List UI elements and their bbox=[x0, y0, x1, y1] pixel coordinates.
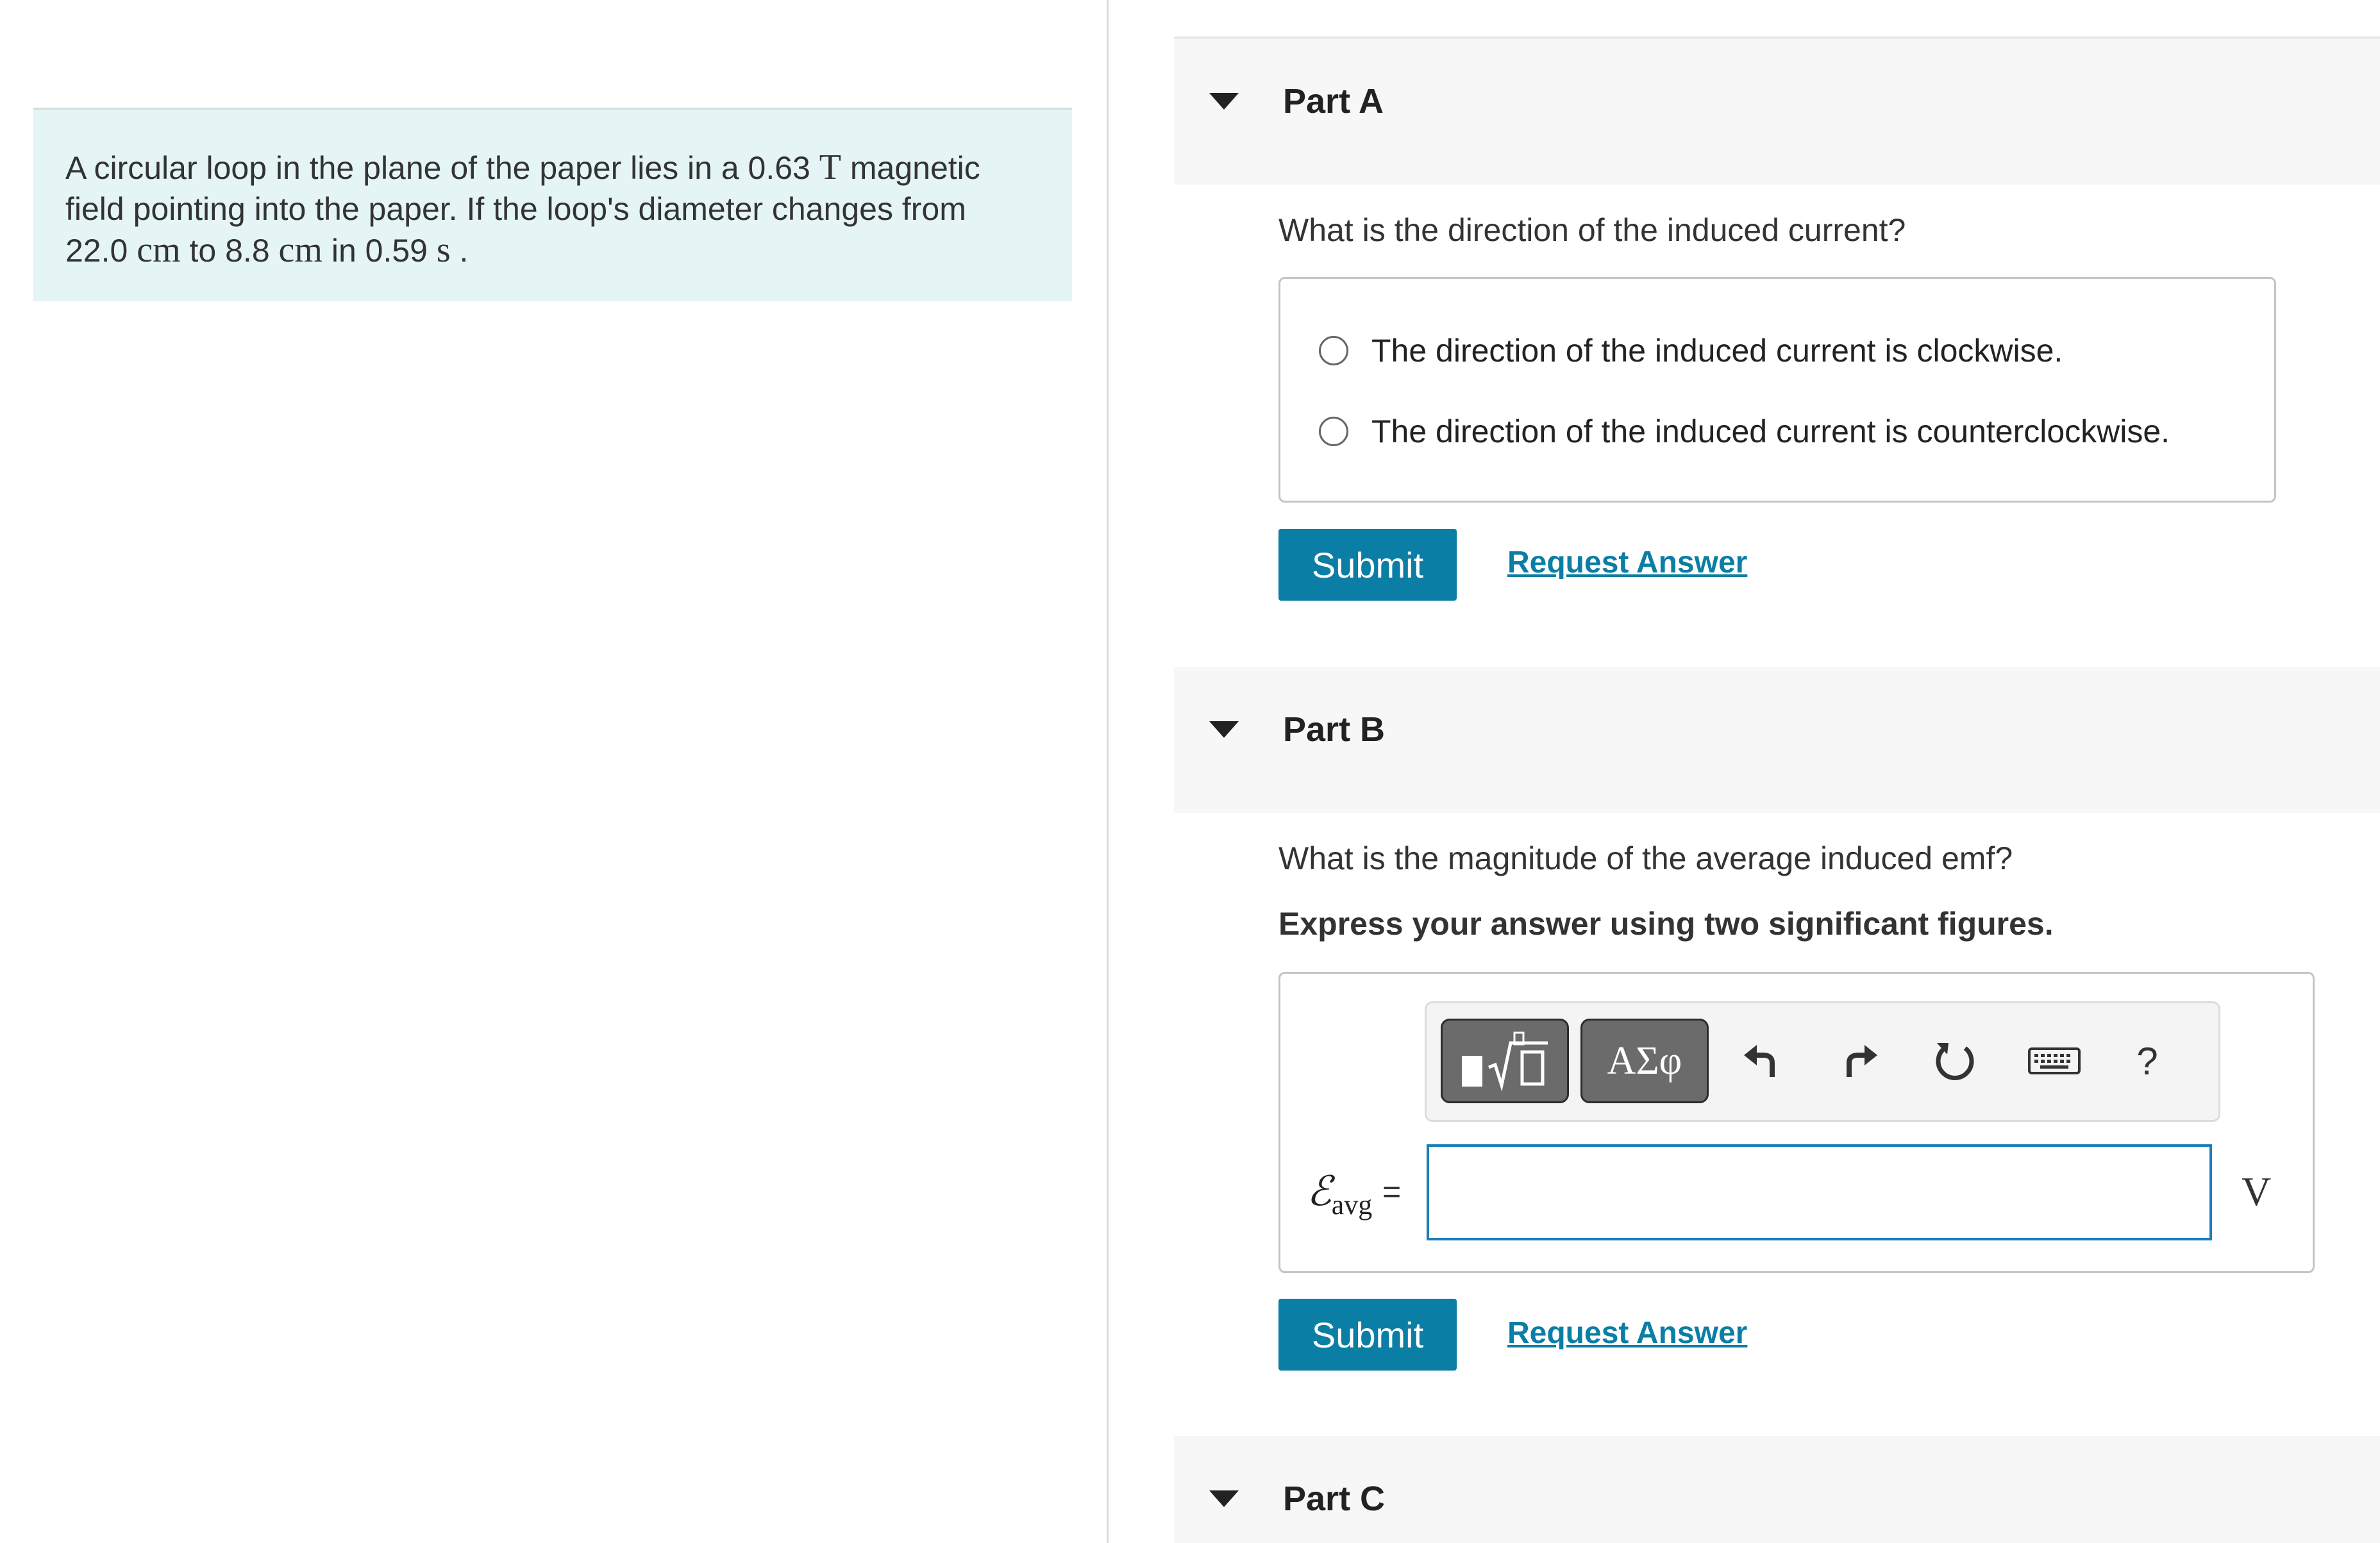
math-toolbar bbox=[1425, 1001, 2220, 1122]
answer-input[interactable] bbox=[1427, 1144, 2212, 1240]
undo-icon[interactable] bbox=[1737, 1035, 1788, 1087]
problem-statement bbox=[33, 108, 1072, 301]
keyboard-icon[interactable] bbox=[2025, 1035, 2083, 1087]
emf-subscript: avg bbox=[1331, 1189, 1373, 1221]
problem-text: to 8.8 bbox=[180, 233, 279, 269]
help-icon[interactable]: ? bbox=[2136, 1039, 2158, 1083]
part-b-question: What is the magnitude of the average induced emf? bbox=[1278, 840, 2013, 876]
equals-sign: = bbox=[1382, 1174, 1402, 1210]
part-a-choices bbox=[1278, 277, 2276, 503]
problem-text: 22.0 bbox=[65, 233, 137, 269]
problem-line-2: field pointing into the paper. If the loop's diameter changes from bbox=[65, 191, 966, 227]
problem-line-3 bbox=[65, 229, 1040, 271]
unit-cm: cm bbox=[278, 230, 323, 270]
variable-label bbox=[1307, 1168, 1372, 1221]
reset-icon[interactable] bbox=[1929, 1035, 1981, 1087]
redo-icon[interactable] bbox=[1833, 1035, 1884, 1087]
part-c-header[interactable] bbox=[1174, 1436, 2380, 1543]
choice-clockwise[interactable] bbox=[1319, 331, 2063, 370]
collapse-caret-icon[interactable] bbox=[1209, 1490, 1239, 1507]
part-b-submit-button[interactable]: Submit bbox=[1278, 1299, 1457, 1371]
choice-counterclockwise[interactable] bbox=[1319, 412, 2170, 451]
problem-pane bbox=[0, 0, 1107, 1543]
unit-tesla: T bbox=[819, 147, 841, 187]
part-a-title: Part A bbox=[1283, 82, 1384, 121]
part-a-question: What is the direction of the induced current? bbox=[1278, 212, 1906, 248]
part-c-title: Part C bbox=[1283, 1480, 1386, 1518]
unit-cm: cm bbox=[137, 230, 181, 270]
part-a-request-answer-link[interactable]: Request Answer bbox=[1507, 546, 1748, 580]
problem-text: magnetic bbox=[841, 150, 980, 186]
radio-button[interactable] bbox=[1319, 336, 1348, 365]
choice-label: The direction of the induced current is counterclockwise. bbox=[1371, 413, 2170, 449]
radio-button[interactable] bbox=[1319, 417, 1348, 446]
templates-sqrt-icon[interactable] bbox=[1441, 1019, 1569, 1103]
emf-symbol: ℰ bbox=[1307, 1169, 1332, 1214]
part-a-submit-button[interactable]: Submit bbox=[1278, 529, 1457, 601]
problem-text: A circular loop in the plane of the paper lies in a 0.63 bbox=[65, 150, 819, 186]
collapse-caret-icon[interactable] bbox=[1209, 93, 1239, 110]
part-b-request-answer-link[interactable]: Request Answer bbox=[1507, 1316, 1748, 1350]
unit-label: V bbox=[2242, 1169, 2272, 1214]
part-a-header[interactable] bbox=[1174, 38, 2380, 185]
symbols-button[interactable]: ΑΣφ bbox=[1580, 1019, 1709, 1103]
collapse-caret-icon[interactable] bbox=[1209, 721, 1239, 738]
problem-text: in 0.59 bbox=[322, 233, 437, 269]
problem-line-1 bbox=[65, 147, 1040, 188]
unit-s: s bbox=[436, 230, 451, 270]
part-b-title: Part B bbox=[1283, 710, 1386, 749]
part-b-header[interactable] bbox=[1174, 667, 2380, 813]
pane-divider[interactable] bbox=[1107, 0, 1109, 1543]
choice-label: The direction of the induced current is clockwise. bbox=[1371, 333, 2063, 369]
problem-text: . bbox=[450, 233, 469, 269]
part-b-instruction: Express your answer using two significant figures. bbox=[1278, 906, 2054, 942]
